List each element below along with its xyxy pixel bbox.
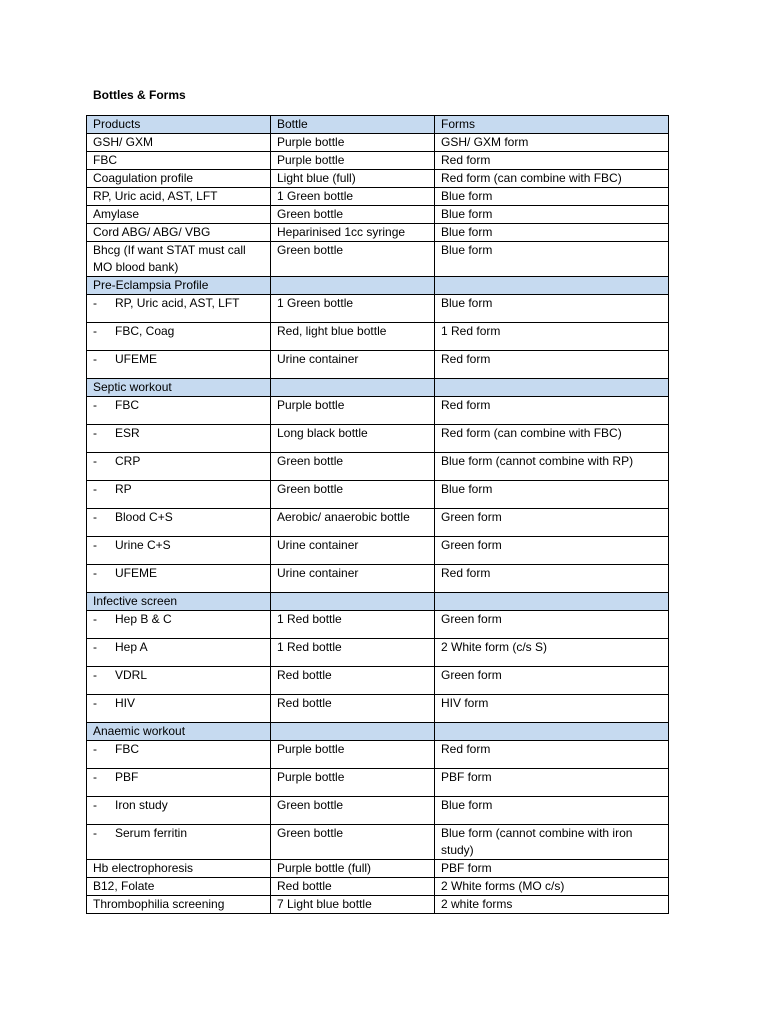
product-cell [87,695,271,723]
form-cell [435,860,669,878]
bottle-cell-text: 1 Green bottle [277,296,354,310]
list-dash: - [93,352,97,366]
list-dash: - [93,482,97,496]
list-dash: - [93,798,97,812]
form-cell-text: PBF form [441,770,492,784]
sub-item-row [87,295,669,323]
product-cell-text: VDRL [115,668,148,682]
product-cell [87,565,271,593]
table-row [87,134,669,152]
list-dash: - [93,398,97,412]
table-row [87,896,669,914]
product-cell-text: Thrombophilia screening [93,897,225,911]
sub-item-row [87,425,669,453]
product-cell-text: FBC [115,742,139,756]
form-cell [435,134,669,152]
bottles-forms-table [86,115,669,914]
form-cell-text: Blue form [441,225,493,239]
form-cell-text: Blue form (cannot combine with RP) [441,454,634,468]
product-cell [87,769,271,797]
bottle-cell [271,769,435,797]
table-row [87,242,669,277]
table-header-row [87,116,669,134]
list-dash: - [93,668,97,682]
form-cell [435,397,669,425]
list-dash: - [93,426,97,440]
form-cell [435,896,669,914]
product-cell [87,860,271,878]
list-dash: - [93,612,97,626]
column-header-products: Products [87,116,271,134]
form-cell [435,509,669,537]
form-cell [435,170,669,188]
sub-item-row [87,769,669,797]
bottle-cell-text: Urine container [277,538,359,552]
product-cell [87,188,271,206]
section-empty-cell [435,723,669,741]
product-cell [87,134,271,152]
bottle-cell [271,295,435,323]
bottle-cell [271,170,435,188]
list-dash: - [93,696,97,710]
bottle-cell-text: Green bottle [277,826,344,840]
bottle-cell-text: Red bottle [277,668,332,682]
section-header-row [87,277,669,295]
bottle-cell-text: Red, light blue bottle [277,324,387,338]
bottle-cell [271,453,435,481]
section-title-text: Infective screen [93,594,178,608]
product-cell [87,152,271,170]
product-cell-text: Urine C+S [115,538,171,552]
product-cell-text: Bhcg (If want STAT must call MO blood bank) [93,243,246,274]
sub-item-row [87,797,669,825]
sub-item-row [87,565,669,593]
section-title [87,723,271,741]
bottle-cell-text: 7 Light blue bottle [277,897,372,911]
list-dash: - [93,538,97,552]
bottle-cell-text: 1 Green bottle [277,189,354,203]
section-empty-cell [435,277,669,295]
product-cell [87,611,271,639]
product-cell [87,170,271,188]
list-dash: - [93,826,97,840]
bottle-cell [271,797,435,825]
bottle-cell [271,896,435,914]
sub-item-row [87,741,669,769]
bottle-cell-text: Urine container [277,566,359,580]
sub-item-row [87,611,669,639]
bottle-cell [271,397,435,425]
product-cell-text: CRP [115,454,141,468]
sub-item-row [87,667,669,695]
form-cell-text: GSH/ GXM form [441,135,529,149]
section-header-row [87,379,669,397]
section-title [87,593,271,611]
form-cell-text: PBF form [441,861,492,875]
form-cell-text: Blue form [441,798,493,812]
bottle-cell-text: Long black bottle [277,426,368,440]
form-cell [435,695,669,723]
product-cell-text: UFEME [115,566,157,580]
product-cell [87,537,271,565]
form-cell-text: Red form [441,566,491,580]
section-empty-cell [435,379,669,397]
bottle-cell [271,565,435,593]
list-dash: - [93,770,97,784]
table-row [87,170,669,188]
product-cell [87,797,271,825]
bottle-cell-text: Purple bottle [277,135,345,149]
bottle-cell-text: Heparinised 1cc syringe [277,225,406,239]
product-cell [87,896,271,914]
bottle-cell [271,537,435,565]
product-cell [87,639,271,667]
form-cell-text: Red form [441,742,491,756]
product-cell-text: Blood C+S [115,510,173,524]
bottle-cell-text: Purple bottle [277,153,345,167]
section-empty-cell [271,593,435,611]
sub-item-row [87,509,669,537]
section-header-row [87,593,669,611]
bottle-cell-text: Green bottle [277,454,344,468]
form-cell-text: Blue form (cannot combine with iron study) [441,826,633,857]
form-cell-text: Blue form [441,243,493,257]
section-title [87,277,271,295]
product-cell [87,741,271,769]
bottle-cell [271,667,435,695]
product-cell-text: Cord ABG/ ABG/ VBG [93,225,211,239]
bottle-cell [271,242,435,277]
bottle-cell [271,425,435,453]
table-body [87,116,669,914]
bottle-cell [271,825,435,860]
section-title [87,379,271,397]
bottle-cell [271,639,435,667]
bottle-cell-text: Aerobic/ anaerobic bottle [277,510,410,524]
product-cell [87,667,271,695]
table-row [87,188,669,206]
bottle-cell-text: Red bottle [277,879,332,893]
bottle-cell-text: Green bottle [277,207,344,221]
product-cell-text: FBC, Coag [115,324,175,338]
table-row [87,152,669,170]
form-cell-text: HIV form [441,696,489,710]
list-dash: - [93,510,97,524]
product-cell-text: RP [115,482,132,496]
form-cell-text: Green form [441,538,502,552]
sub-item-row [87,397,669,425]
form-cell [435,825,669,860]
form-cell [435,206,669,224]
bottle-cell [271,224,435,242]
form-cell [435,453,669,481]
table-row [87,224,669,242]
form-cell [435,481,669,509]
list-dash: - [93,296,97,310]
bottle-cell [271,695,435,723]
form-cell-text: Blue form [441,189,493,203]
product-cell [87,509,271,537]
section-empty-cell [271,277,435,295]
form-cell [435,188,669,206]
bottle-cell [271,509,435,537]
product-cell-text: HIV [115,696,136,710]
section-header-row [87,723,669,741]
product-cell-text: RP, Uric acid, AST, LFT [115,296,240,310]
bottle-cell-text: 1 Red bottle [277,640,342,654]
section-title-text: Septic workout [93,380,172,394]
sub-item-row [87,825,669,860]
form-cell-text: Green form [441,668,502,682]
bottle-cell [271,188,435,206]
product-cell-text: Amylase [93,207,140,221]
bottle-cell-text: Green bottle [277,243,344,257]
form-cell [435,295,669,323]
product-cell-text: PBF [115,770,139,784]
bottle-cell [271,481,435,509]
section-empty-cell [271,379,435,397]
table-row [87,206,669,224]
bottle-cell-text: Purple bottle [277,770,345,784]
bottle-cell-text: Purple bottle [277,398,345,412]
bottle-cell-text: Purple bottle (full) [277,861,372,875]
form-cell [435,565,669,593]
bottle-cell [271,860,435,878]
list-dash: - [93,324,97,338]
bottle-cell-text: Green bottle [277,482,344,496]
bottle-cell-text: Urine container [277,352,359,366]
bottle-cell [271,134,435,152]
form-cell [435,797,669,825]
form-cell-text: Red form (can combine with FBC) [441,426,622,440]
form-cell [435,242,669,277]
form-cell-text: 1 Red form [441,324,501,338]
column-header-bottle: Bottle [271,116,435,134]
form-cell-text: Red form [441,352,491,366]
product-cell-text: Coagulation profile [93,171,194,185]
form-cell-text: Blue form [441,482,493,496]
product-cell-text: RP, Uric acid, AST, LFT [93,189,218,203]
product-cell [87,242,271,277]
list-dash: - [93,566,97,580]
form-cell-text: Red form (can combine with FBC) [441,171,622,185]
form-cell [435,224,669,242]
product-cell [87,351,271,379]
product-cell [87,323,271,351]
form-cell-text: Green form [441,612,502,626]
form-cell-text: Green form [441,510,502,524]
form-cell [435,741,669,769]
section-empty-cell [271,723,435,741]
bottle-cell-text: Red bottle [277,696,332,710]
sub-item-row [87,537,669,565]
table-row [87,878,669,896]
form-cell [435,323,669,351]
product-cell [87,397,271,425]
bottle-cell-text: Light blue (full) [277,171,356,185]
form-cell [435,639,669,667]
product-cell [87,295,271,323]
list-dash: - [93,640,97,654]
form-cell [435,425,669,453]
bottle-cell [271,878,435,896]
form-cell-text: 2 White forms (MO c/s) [441,879,565,893]
list-dash: - [93,742,97,756]
form-cell-text: 2 White form (c/s S) [441,640,548,654]
bottle-cell [271,741,435,769]
bottle-cell-text: Green bottle [277,798,344,812]
product-cell [87,878,271,896]
form-cell [435,351,669,379]
product-cell [87,453,271,481]
document-title: Bottles & Forms [93,88,186,102]
product-cell-text: Hep B & C [115,612,172,626]
bottle-cell [271,351,435,379]
form-cell [435,152,669,170]
product-cell-text: FBC [93,153,117,167]
product-cell [87,425,271,453]
sub-item-row [87,351,669,379]
sub-item-row [87,695,669,723]
product-cell-text: Serum ferritin [115,826,188,840]
form-cell [435,667,669,695]
list-dash: - [93,454,97,468]
product-cell [87,481,271,509]
bottle-cell [271,611,435,639]
sub-item-row [87,481,669,509]
product-cell [87,206,271,224]
sub-item-row [87,453,669,481]
column-header-forms: Forms [435,116,669,134]
sub-item-row [87,323,669,351]
product-cell [87,825,271,860]
form-cell-text: Blue form [441,207,493,221]
product-cell-text: GSH/ GXM [93,135,154,149]
sub-item-row [87,639,669,667]
form-cell [435,769,669,797]
table-row [87,860,669,878]
bottle-cell [271,206,435,224]
bottle-cell [271,152,435,170]
section-title-text: Anaemic workout [93,724,186,738]
form-cell [435,537,669,565]
section-title-text: Pre-Eclampsia Profile [93,278,209,292]
form-cell [435,611,669,639]
form-cell-text: Red form [441,398,491,412]
product-cell-text: ESR [115,426,140,440]
section-empty-cell [435,593,669,611]
product-cell-text: B12, Folate [93,879,155,893]
bottle-cell [271,323,435,351]
bottle-cell-text: Purple bottle [277,742,345,756]
product-cell [87,224,271,242]
product-cell-text: FBC [115,398,139,412]
form-cell [435,878,669,896]
form-cell-text: Red form [441,153,491,167]
product-cell-text: Hb electrophoresis [93,861,194,875]
product-cell-text: UFEME [115,352,157,366]
form-cell-text: 2 white forms [441,897,513,911]
product-cell-text: Iron study [115,798,168,812]
bottle-cell-text: 1 Red bottle [277,612,342,626]
product-cell-text: Hep A [115,640,148,654]
form-cell-text: Blue form [441,296,493,310]
